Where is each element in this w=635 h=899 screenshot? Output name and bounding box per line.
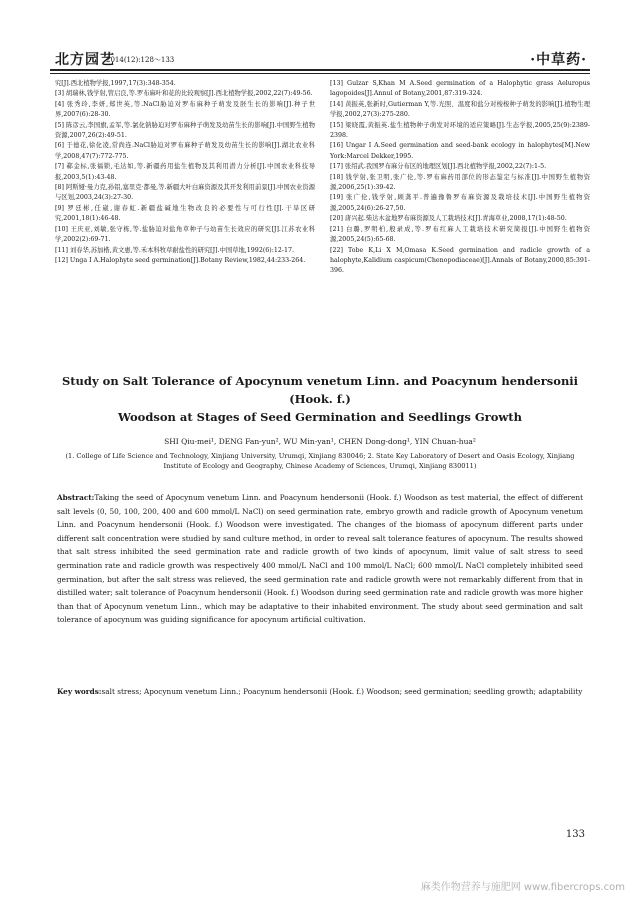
reference-item: [14] 黄振英,张新时,Gutierman Y,等.光照、温度和盐分对梭梭种子萌发的影响[J].植物生理学报,2002,27(3):275-280.: [330, 100, 590, 119]
reference-item: [3] 胡瑞林,钱学射,管启良,等.罗布麻叶和花的比较观察[J].西北植物学报,2002,22(7):49-56.: [55, 90, 313, 98]
abstract-text: Taking the seed of Apocynum venetum Linn. and Poacynum hendersonii (Hook. f.) Woodson as test material, the effect of different salt levels (0, 50, 100, 200, 400 and 600 mmol/L NaCl) on seed germination rate, embryo growth and radicle growth of Apocynum venetum Linn. and Poacynum hendersonii (Hook. f.) Woodson were investigated. The changes of the biomass of apocynum different parts under different salt concentration were studied by sand culture method, in order to reveal salt tolerance features of apocynum. The results showed that salt stress inhibited the seed germination rate and radicle growth of two kinds of apocynum, limit value of salt stress to seed germination rate and radicle growth was respectively 400 mmol/L NaCl and 100 mmol/L NaCl; 600 mmol/L NaCl completely inhibited seed germination, but after the salt stress was relieved, the seed germination rate and radicle growth were not remarkably different from that in distilled water; salt tolerance of Poacynum hendersonii (Hook. f.) Woodson during seed germination rate and radicle growth was more higher than that of Apocynum venetum Linn., which may be adaptative to their inhabited environment. The study about seed germination and salt tolerance of apocynum was guiding significance for apocynum artificial cultivation.: [57, 493, 583, 625]
reference-item: [16] Ungar I A.Seed germination and seed-bank ecology in halophytes[M].New York:Marcel Dekker,1995.: [330, 142, 590, 160]
reference-item: [17] 张绍武.我国罗布麻分布区的地理区划[J].西北植物学报,2002,22(7):1-5.: [330, 163, 547, 171]
references-left-column: [55, 79, 315, 266]
reference-item: [20] 唐兴起.柴达木盆地罗布麻资源及人工栽培技术[J].青海草业,2008,17(1):48-50.: [330, 215, 567, 223]
reference-item: [15] 梁晓霞,黄振英.盐生植物种子萌发对环境的适应策略[J].生态学报,2005,25(9):2389-2398.: [330, 121, 590, 140]
reference-item: [12] Unga I A.Halophyte seed germination[J].Botany Review,1982,44:233-264.: [55, 256, 306, 264]
keywords: [57, 685, 583, 699]
journal-citation: 2014(12):128～133: [106, 56, 175, 64]
reference-item: [10] 王庆亚,刘敏,张守栋,等.盐胁迫对盐角草种子与幼苗生长效应的研究[J].江苏农业科学,2002(2):69-71.: [55, 225, 315, 244]
reference-item: [19] 张广伦,钱学射,顾龚平.普遍豫鲁罗布麻资源及栽培技术[J].中国野生植物资源,2005,24(6):26-27,50.: [330, 194, 590, 212]
reference-item: 究[J].西北植物学报,1997,17(3):348-354.: [55, 80, 176, 87]
section-label: ·中草药·: [530, 52, 587, 68]
reference-item: [18] 钱学射,张卫明,张广伦,等.罗布麻药用部位的形态鉴定与标准[J].中国野生植物资源,2006,25(1):39-42.: [330, 173, 590, 192]
title-line-2: Woodson at Stages of Seed Germination and Seedlings Growth: [118, 410, 522, 424]
keywords-text: salt stress; Apocynum venetum Linn.; Poacynum hendersonii (Hook. f.) Woodson; seed germination; seedling growth; adaptability: [101, 687, 583, 696]
watermark: 麻类作物营养与施肥网 www.fibercrops.com: [420, 882, 625, 893]
keywords-label: Key words:: [57, 687, 102, 696]
affiliation: (1. College of Life Science and Technology, Xinjiang University, Urumqi, Xinjiang 830046; 2. State Key Laboratory of Desert and Oasis Ecology, Xinjiang Institute of Ecology and Geography, Chinese Academy of Sciences, Urumqi, Xinjiang 830011): [65, 452, 575, 470]
reference-item: [7] 郗金标,张福锁,毛达如,等.新疆药用盐生植物及其利用潜力分析[J].中国农业科技导报,2003,5(1):43-48.: [55, 163, 315, 181]
authors: SHI Qiu-mei¹, DENG Fan-yun², WU Min-yan¹, CHEN Dong-dong¹, YIN Chuan-hua²: [164, 437, 476, 446]
references-right-column: [330, 79, 590, 277]
reference-item: [8] 阿斯娅·曼力克,孙铝,塞里克·都曼,等.新疆大叶白麻资源及其开发利用前景[J].中国农业资源与区划,2003,24(3):27-30.: [55, 184, 315, 202]
header-rule-thin: [50, 73, 590, 74]
reference-item: [5] 陈彦云,李国旗,孟军,等.氯化钠胁迫对罗布麻种子萌发及幼苗生长的影响[J].中国野生植物资源,2007,26(2):49-51.: [55, 121, 315, 140]
reference-item: [13] Gulzar S,Khan M A.Seed germination of a Halophytic grass Aeluropus lagopoides[J].Annul of Botany,2001,87:319-324.: [330, 80, 590, 98]
reference-item: [9] 罗廷彬,任崴,谢春虹.新疆盐碱地生物改良的必要性与可行性[J].干旱区研究,2001,18(1):46-48.: [55, 204, 315, 223]
reference-item: [21] 白璐,罗明柏,殷录成,等.罗布红麻人工栽培技术研究简报[J].中国野生植物资源,2005,24(5):65-68.: [330, 225, 590, 244]
reference-item: [22] Tobe K,Li X M,Omasa K.Seed germination and radicle growth of a halophyte,Kalidium caspicum(Chenopodiaceae)[J].Annals of Botany,2000,85:391-396.: [330, 246, 590, 275]
header-rule-thick: [50, 69, 590, 71]
reference-item: [11] 刘春华,苏加楷,黄文惠,等.禾本科牧草耐盐性的研究[J].中国草地,1992(6):12-17.: [55, 246, 295, 254]
title-line-1: Study on Salt Tolerance of Apocynum venetum Linn. and Poacynum hendersonii (Hook. f.): [61, 374, 579, 406]
page-number: 133: [565, 829, 585, 840]
reference-item: [6] 于德花,徐化凌,常尚连.NaCl胁迫对罗布麻种子萌发及幼苗生长的影响[J].湖北农业科学,2008,47(7):772-775.: [55, 142, 315, 160]
english-title: [40, 372, 600, 426]
journal-name: 北方园艺: [55, 52, 115, 68]
reference-item: [4] 张秀玲,李妍,郑世英,等.NaCl胁迫对罗布麻种子萌发及胚生长的影响[J].种子世界,2007(6):28-30.: [55, 100, 315, 119]
abstract-label: Abstract:: [57, 493, 95, 502]
abstract: [57, 491, 583, 627]
